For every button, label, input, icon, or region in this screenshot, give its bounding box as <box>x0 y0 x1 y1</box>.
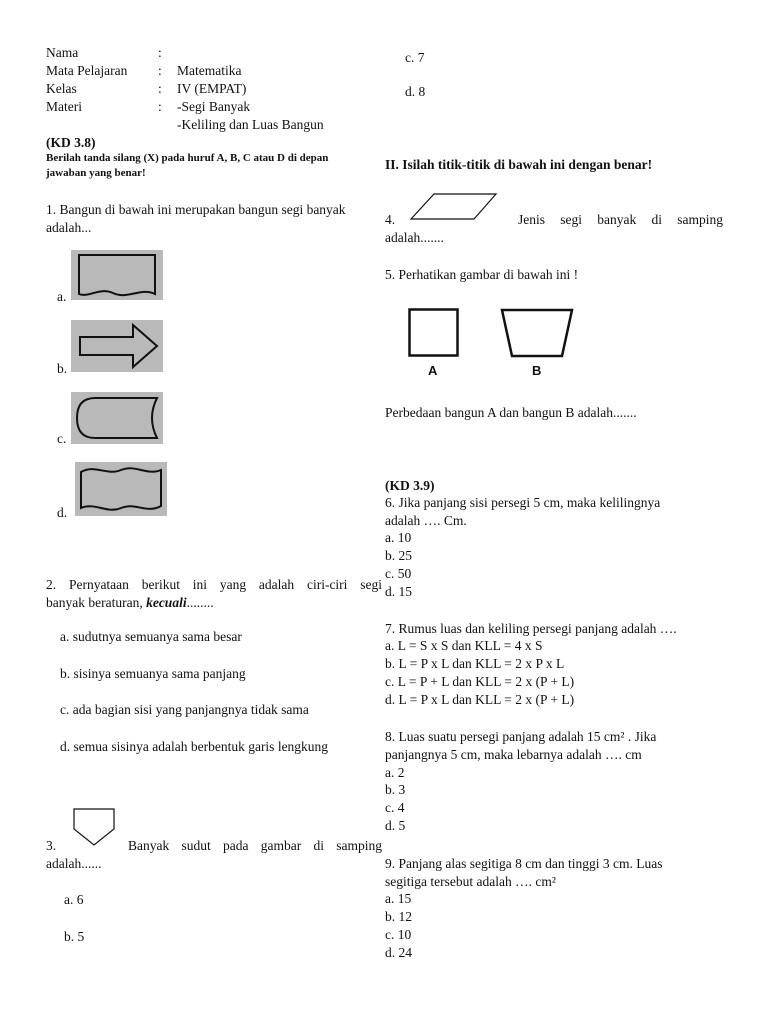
q8-option-a: a. 2 <box>385 765 405 780</box>
value-materi-1: -Segi Banyak <box>177 99 251 114</box>
q5-question: Perbedaan bangun A dan bangun B adalah....... <box>385 405 637 420</box>
q2-text-pre: banyak beraturan, <box>46 595 147 610</box>
q3-option-b: b. 5 <box>64 929 85 944</box>
q1-text-line1: 1. Bangun di bawah ini merupakan bangun segi banyak <box>46 202 346 217</box>
instruction-line-2: jawaban yang benar! <box>46 167 146 179</box>
q2-option-b: b. sisinya semuanya sama panjang <box>60 666 246 681</box>
q3-option-c: c. 7 <box>405 50 425 65</box>
q9-text-line1: 9. Panjang alas segitiga 8 cm dan tinggi 3 cm. Luas <box>385 856 663 871</box>
q1-text-line2: adalah... <box>46 220 92 235</box>
q7-text: 7. Rumus luas dan keliling persegi panjang adalah …. <box>385 621 677 636</box>
q6-option-d: d. 15 <box>385 584 412 599</box>
pentagon-shape-icon <box>72 807 116 847</box>
value-kelas: IV (EMPAT) <box>177 81 247 96</box>
q3-text: Banyak sudut pada gambar di samping <box>128 838 382 853</box>
q9-option-a: a. 15 <box>385 891 412 906</box>
q8-option-c: c. 4 <box>385 800 405 815</box>
q6-option-c: c. 50 <box>385 566 412 581</box>
q5-text: 5. Perhatikan gambar di bawah ini ! <box>385 267 579 282</box>
q2-option-a: a. sudutnya semuanya sama besar <box>60 629 242 644</box>
q4-text: Jenis segi banyak di samping <box>518 212 723 227</box>
q7-option-d: d. L = P x L dan KLL = 2 x (P + L) <box>385 692 575 707</box>
q1-shape-b-image <box>71 320 163 372</box>
parallelogram-shape-icon <box>408 192 500 222</box>
q9-option-d: d. 24 <box>385 945 412 960</box>
section-2-title: II. Isilah titik-titik di bawah ini dengan benar! <box>385 157 653 172</box>
wavy-bottom-shape-icon <box>71 250 163 300</box>
value-materi-2: -Keliling dan Luas Bangun <box>177 117 324 132</box>
q1-shape-a-image <box>71 250 163 300</box>
q2-text-line1: 2. Pernyataan berikut ini yang adalah ciri-ciri segi <box>46 577 382 592</box>
q1-shape-c-image <box>71 392 163 444</box>
kd-3-9-heading: (KD 3.9) <box>385 478 435 493</box>
q4-number: 4. <box>385 212 396 227</box>
colon: : <box>158 63 162 78</box>
q2-option-d: d. semua sisinya adalah berbentuk garis lengkung <box>60 739 329 754</box>
q9-text-line2: segitiga tersebut adalah …. cm² <box>385 874 556 889</box>
q1-shape-d-image <box>75 462 167 516</box>
kd-3-8-heading: (KD 3.8) <box>46 135 96 150</box>
instruction-line-1: Berilah tanda silang (X) pada huruf A, B, C atau D di depan <box>46 152 329 164</box>
q8-option-d: d. 5 <box>385 818 406 833</box>
q2-emphasis: kecuali <box>146 595 187 610</box>
q2-text-post: ........ <box>186 595 214 610</box>
colon: : <box>158 45 162 60</box>
q5-label-b: B <box>532 363 542 378</box>
wavy-shape-icon <box>75 462 167 516</box>
q1-option-d: d. <box>57 505 68 520</box>
q7-option-b: b. L = P x L dan KLL = 2 x P x L <box>385 656 565 671</box>
q5-label-a: A <box>428 363 438 378</box>
q3-text-line2: adalah...... <box>46 856 102 871</box>
q2-option-c: c. ada bagian sisi yang panjangnya tidak sama <box>60 702 309 717</box>
q9-option-c: c. 10 <box>385 927 412 942</box>
q4-text-line2: adalah....... <box>385 230 444 245</box>
q3-number: 3. <box>46 838 57 853</box>
q3-option-a: a. 6 <box>64 892 84 907</box>
value-mata-pelajaran: Matematika <box>177 63 242 78</box>
q1-option-a: a. <box>57 289 67 304</box>
q6-option-b: b. 25 <box>385 548 412 563</box>
q6-text-line1: 6. Jika panjang sisi persegi 5 cm, maka kelilingnya <box>385 495 661 510</box>
q1-option-b: b. <box>57 361 68 376</box>
rounded-concave-shape-icon <box>71 392 163 444</box>
q1-option-c: c. <box>57 431 67 446</box>
q6-text-line2: adalah …. Cm. <box>385 513 467 528</box>
arrow-right-shape-icon <box>71 320 163 372</box>
label-mata-pelajaran: Mata Pelajaran <box>46 63 128 78</box>
label-kelas: Kelas <box>46 81 77 96</box>
label-materi: Materi <box>46 99 82 114</box>
q2-text-line2 <box>46 594 214 611</box>
q6-option-a: a. 10 <box>385 530 412 545</box>
q8-text-line2: panjangnya 5 cm, maka lebarnya adalah …. cm <box>385 747 642 762</box>
colon: : <box>158 81 162 96</box>
q7-option-c: c. L = P + L dan KLL = 2 x (P + L) <box>385 674 575 689</box>
colon: : <box>158 99 162 114</box>
trapezoid-shape-icon <box>500 308 574 358</box>
square-shape-icon <box>408 308 460 358</box>
label-nama: Nama <box>46 45 79 60</box>
q8-text-line1: 8. Luas suatu persegi panjang adalah 15 cm² . Jika <box>385 729 657 744</box>
q9-option-b: b. 12 <box>385 909 412 924</box>
q3-option-d: d. 8 <box>405 84 426 99</box>
q8-option-b: b. 3 <box>385 782 406 797</box>
q7-option-a: a. L = S x S dan KLL = 4 x S <box>385 638 543 653</box>
